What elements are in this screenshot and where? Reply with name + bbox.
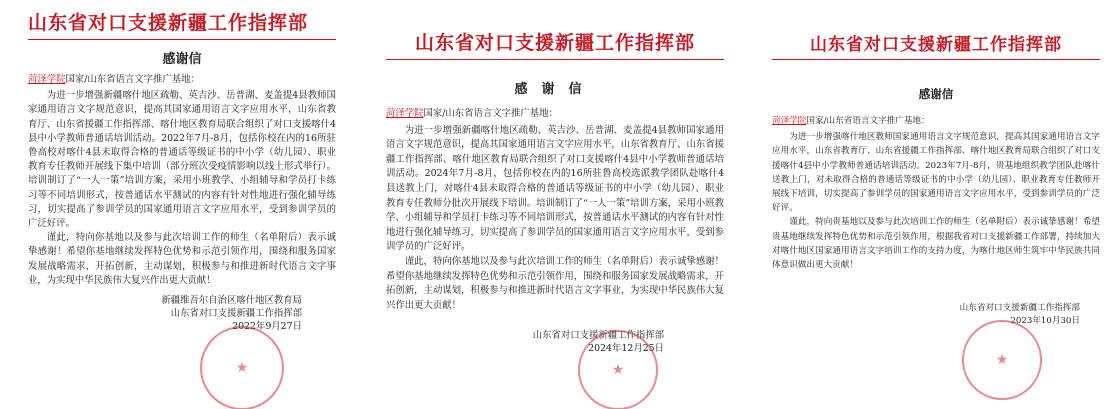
signature-date: 2023年10月30日 xyxy=(1010,316,1080,327)
letter-title: 感谢信 xyxy=(918,87,954,101)
letterhead-divider xyxy=(28,39,336,40)
letter-paragraph-2: 谨此，特向你基地以及参与此次培训工作的师生（名单附后）表示诚挚感谢！希望你基地继续发挥特色优势和示范引领作用，围绕和服务国家发展战略需求，开拓创新，主动谋划，积极参与和推进新时代语言文字事业，为实现中华民族伟大复兴作出更大贡献！ xyxy=(28,232,336,286)
letter-signature xyxy=(772,302,1100,328)
signature-line-2: 山东省对口支援新疆工作指挥部 xyxy=(170,308,302,320)
signature-line-1: 山东省对口支援新疆工作指挥部 xyxy=(532,330,664,342)
signature-line-1: 新疆维吾尔自治区喀什地区教育局 xyxy=(161,295,302,307)
recipient-title: 国家/山东省语言文字推广基地： xyxy=(806,116,930,126)
letter-body xyxy=(28,73,336,288)
official-seal xyxy=(200,326,284,409)
letter-salutation xyxy=(386,107,724,122)
letterhead-title: 山东省对口支援新疆工作指挥部 xyxy=(28,12,309,34)
signature-date: 2022年9月27日 xyxy=(232,321,302,333)
letterhead-divider xyxy=(386,59,724,60)
signature-line-1: 山东省对口支援新疆工作指挥部 xyxy=(959,303,1080,314)
thank-you-letter-2024 xyxy=(368,0,740,409)
letter-title: 感谢信 xyxy=(514,82,596,97)
official-seal xyxy=(962,320,1042,400)
recipient-name: 菏泽学院 xyxy=(28,74,66,85)
letter-paragraph-1: 为进一步增强新疆喀什地区疏勒、英吉沙、岳普湖、麦盖提4县教师国家通用语言文字规范意识，提高其国家通用语言文字应用水平，山东省教育厅、山东省援疆工作指挥部、喀什地区教育局联合组织了对口支援喀什4县中小学教师普通话培训活动。2022年7月-8月，包括你校在内的16所驻鲁高校对喀什4县未取得合格的普通话等级证书的中小学（幼儿园）、职业教育专任教师开展线下集中培训（部分班次受疫情影响以线上形式举行）。培训制订了“一人一策”培训方案，采用小班教学、小组辅导和学员打卡练习等不同培训形式，按普通话水平测试的内容有针对性地进行强化辅导练习，切实提高了参训学员的国家通用语言文字应用水平，受到参训学员的广泛好评。 xyxy=(28,90,336,230)
letter-title: 感谢信 xyxy=(162,52,202,67)
letter-body xyxy=(386,107,724,313)
letter-salutation xyxy=(28,73,336,87)
recipient-name: 菏泽学院 xyxy=(772,116,807,126)
letterhead-divider xyxy=(772,59,1100,60)
letter-salutation xyxy=(772,114,1100,128)
recipient-name: 菏泽学院 xyxy=(386,108,424,119)
letter-signature xyxy=(386,329,724,355)
letter-signature xyxy=(28,294,336,333)
official-seal xyxy=(578,330,658,409)
letter-body xyxy=(772,114,1100,272)
letter-paragraph-1: 为进一步增强喀什地区教师国家通用语言文字规范意识，提高其国家通用语言文字应用水平，山东省教育厅、山东省援疆工作指挥部、喀什地区教育局联合组织了对口支援喀什4县中小学教师普通话培训活动。2023年7月-8月，贵基地组织教学团队赴喀什送教上门，对未取得合格的普通话等级证书的中小学（幼儿园）、职业教育专任教师开展线下培训，切实提高了参训学员的国家通用语言文字应用水平，受到参训学员的广泛好评。 xyxy=(772,132,1100,214)
letter-paragraph-2: 谨此，特向你基地以及参与此次培训工作的师生（名单附后）表示诚挚感谢！希望你基地继续发挥特色优势和示范引领作用，围绕和服务国家发展战略需求，开拓创新，主动谋划，积极参与和推进新时代语言文字事业，为实现中华民族伟大复兴作出更大贡献！ xyxy=(386,255,724,311)
thank-you-letter-2023 xyxy=(762,0,1110,409)
letter-paragraph-2: 谨此，特向贵基地以及参与此次培训工作的师生（名单附后）表示诚挚感谢！希望贵基地继续发挥特色优势和示范引领作用，根据我省对口支援新疆工作部署，持续加大对喀什地区国家通用语言文字培训工作的支持力度，为喀什地区师生筑牢中华民族共同体意识做出更大贡献！ xyxy=(772,217,1100,271)
letter-paragraph-1: 为进一步增强新疆喀什地区疏勒、英吉沙、岳普湖、麦盖提4县教师国家通用语言文字规范意识，提高其国家通用语言文字应用水平，山东省教育厅、山东省援疆工作指挥部、喀什地区教育局联合组织了对口支援喀什4县中小学教师普通话培训活动。2024年7月-8月，包括你校在内的16所驻鲁高校选派教学团队赴喀什4县送教上门，对喀什4县未取得合格的普通话等级证书的中小学（幼儿园）、职业教育专任教师分批次开展线下培训。培训制订了“一人一策”培训方案，采用小班教学、小组辅导和学员打卡练习等不同培训形式，按普通话水平测试的内容有针对性地进行强化辅导练习，切实提高了参训学员的国家通用语言文字应用水平，受到参训学员的广泛好评。 xyxy=(386,124,724,253)
recipient-title: 国家/山东省语言文字推广基地： xyxy=(423,108,558,119)
letterhead-title: 山东省对口支援新疆工作指挥部 xyxy=(810,35,1062,55)
recipient-title: 国家/山东省语言文字推广基地： xyxy=(65,74,200,85)
letterhead-title: 山东省对口支援新疆工作指挥部 xyxy=(414,32,695,54)
signature-date: 2024年12月25日 xyxy=(588,343,664,355)
thank-you-letter-2022 xyxy=(0,0,356,409)
